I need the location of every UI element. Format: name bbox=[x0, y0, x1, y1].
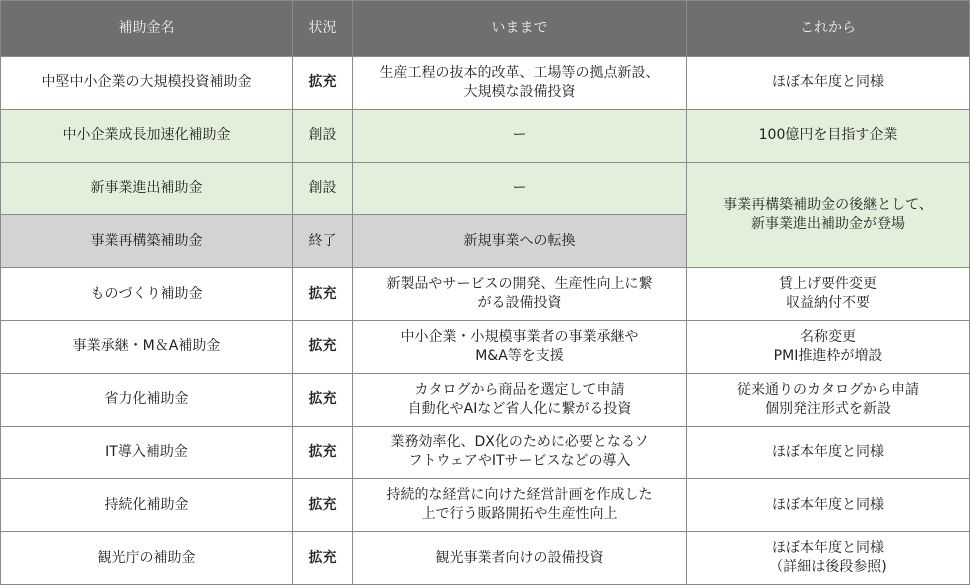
before-line: 観光事業者向けの設備投資 bbox=[435, 549, 604, 566]
before-line: 生産工程の抜本的改革、工場等の拠点新設、 bbox=[379, 64, 660, 81]
before-line: 中小企業・小規模事業者の事業承継や bbox=[400, 328, 639, 345]
before-cell bbox=[353, 479, 687, 532]
subsidy-name-cell: 事業承継・M＆A補助金 bbox=[1, 320, 293, 373]
table-row bbox=[1, 532, 970, 585]
status-cell: 創設 bbox=[293, 162, 353, 215]
before-line: 上で行う販路開拓や生産性向上 bbox=[421, 506, 618, 523]
header-subsidy-name: 補助金名 bbox=[1, 1, 293, 57]
after-line: 従来通りのカタログから申請 bbox=[737, 381, 919, 398]
before-cell bbox=[353, 532, 687, 585]
before-line: 新規事業への転換 bbox=[463, 232, 576, 249]
status-cell: 拡充 bbox=[293, 532, 353, 585]
before-cell bbox=[353, 320, 687, 373]
table-row bbox=[1, 109, 970, 162]
after-cell bbox=[687, 320, 970, 373]
subsidy-name-cell: 中小企業成長加速化補助金 bbox=[1, 109, 293, 162]
after-line: PMI推進枠が増設 bbox=[773, 347, 883, 364]
after-cell bbox=[687, 268, 970, 321]
before-line: 業務効率化、DX化のために必要となるソ bbox=[390, 434, 649, 451]
subsidy-name-cell: IT導入補助金 bbox=[1, 426, 293, 479]
before-line: 自動化やAIなど省人化に繋がる投資 bbox=[407, 400, 632, 417]
status-cell: 拡充 bbox=[293, 57, 353, 110]
before-cell bbox=[353, 162, 687, 215]
after-line: 新事業進出補助金が登場 bbox=[751, 215, 905, 232]
before-line: がる設備投資 bbox=[477, 295, 562, 312]
before-line: M&A等を支援 bbox=[475, 347, 564, 364]
after-line: 100億円を目指す企業 bbox=[758, 127, 898, 144]
before-cell bbox=[353, 57, 687, 110]
subsidy-name-cell: 持続化補助金 bbox=[1, 479, 293, 532]
before-line: ー bbox=[512, 127, 527, 144]
after-cell bbox=[687, 479, 970, 532]
before-line: 持続的な経営に向けた経営計画を作成した bbox=[386, 487, 653, 504]
before-line: 新製品やサービスの開発、生産性向上に繋 bbox=[386, 276, 653, 293]
after-line: 名称変更 bbox=[800, 328, 856, 345]
status-cell: 拡充 bbox=[293, 373, 353, 426]
after-line: ほぼ本年度と同様 bbox=[772, 443, 884, 460]
header-after: これから bbox=[687, 1, 970, 57]
after-line: 賃上げ要件変更 bbox=[779, 276, 877, 293]
status-cell: 拡充 bbox=[293, 479, 353, 532]
status-cell: 終了 bbox=[293, 215, 353, 268]
status-cell: 拡充 bbox=[293, 426, 353, 479]
status-cell: 創設 bbox=[293, 109, 353, 162]
before-cell bbox=[353, 215, 687, 268]
after-line: 事業再構築補助金の後継として、 bbox=[723, 196, 933, 213]
subsidy-name-cell: 新事業進出補助金 bbox=[1, 162, 293, 215]
header-before: いままで bbox=[353, 1, 687, 57]
before-line: カタログから商品を選定して申請 bbox=[414, 381, 625, 398]
after-line: ほぼ本年度と同様 bbox=[772, 74, 884, 91]
after-cell bbox=[687, 426, 970, 479]
table-row bbox=[1, 479, 970, 532]
status-cell: 拡充 bbox=[293, 320, 353, 373]
table-row bbox=[1, 320, 970, 373]
header-status: 状況 bbox=[293, 1, 353, 57]
after-cell bbox=[687, 57, 970, 110]
table-row bbox=[1, 57, 970, 110]
after-cell bbox=[687, 532, 970, 585]
before-line: 大規模な設備投資 bbox=[463, 83, 576, 100]
after-line: ほぼ本年度と同様 bbox=[772, 540, 884, 557]
table-row bbox=[1, 426, 970, 479]
after-line: 収益納付不要 bbox=[786, 295, 870, 312]
table-row bbox=[1, 373, 970, 426]
after-cell bbox=[687, 373, 970, 426]
table-header-row bbox=[1, 1, 970, 57]
subsidy-name-cell: 中堅中小企業の大規模投資補助金 bbox=[1, 57, 293, 110]
after-cell bbox=[687, 109, 970, 162]
subsidy-name-cell: 省力化補助金 bbox=[1, 373, 293, 426]
before-cell bbox=[353, 109, 687, 162]
table-row bbox=[1, 162, 970, 215]
subsidy-name-cell: 観光庁の補助金 bbox=[1, 532, 293, 585]
subsidy-name-cell: ものづくり補助金 bbox=[1, 268, 293, 321]
after-line: 個別発注形式を新設 bbox=[765, 400, 891, 417]
status-cell: 拡充 bbox=[293, 268, 353, 321]
before-cell bbox=[353, 426, 687, 479]
before-cell bbox=[353, 268, 687, 321]
after-line: ほぼ本年度と同様 bbox=[772, 496, 884, 513]
before-cell bbox=[353, 373, 687, 426]
after-line: （詳細は後段参照) bbox=[769, 559, 887, 576]
subsidy-name-cell: 事業再構築補助金 bbox=[1, 215, 293, 268]
before-line: フトウェアやITサービスなどの導入 bbox=[408, 453, 631, 470]
after-cell-merged bbox=[687, 162, 970, 268]
before-line: ー bbox=[512, 179, 527, 196]
table-row bbox=[1, 268, 970, 321]
